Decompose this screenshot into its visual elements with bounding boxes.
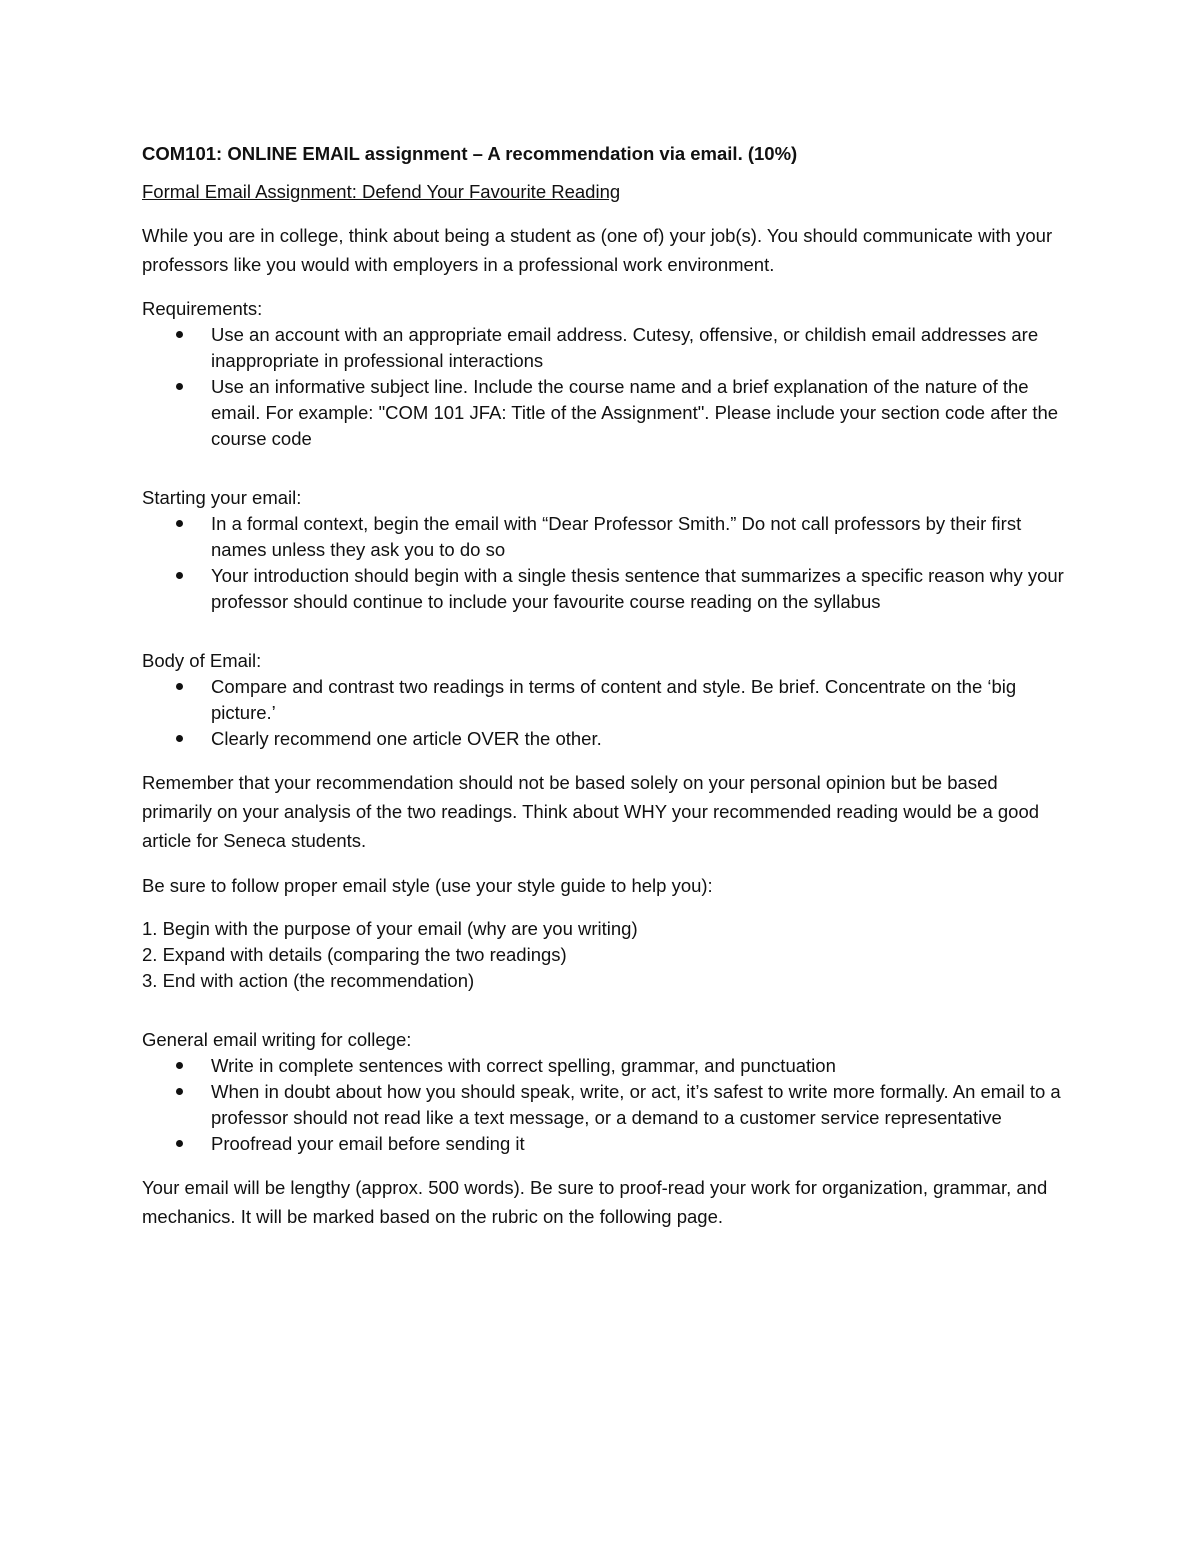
list-item (142, 322, 1072, 374)
bullet-icon (176, 683, 183, 690)
list-item-text: Write in complete sentences with correct spelling, grammar, and punctuation (211, 1055, 836, 1076)
assignment-title: COM101: ONLINE EMAIL assignment – A recommendation via email. (10%) (142, 143, 798, 164)
bullet-icon (176, 520, 183, 527)
body-section (142, 647, 1072, 752)
list-item (142, 1079, 1072, 1131)
requirements-heading: Requirements: (142, 298, 263, 319)
list-item (142, 563, 1072, 615)
style-intro: Be sure to follow proper email style (use your style guide to help you): (142, 875, 713, 896)
intro-paragraph: While you are in college, think about being a student as (one of) your job(s). You should communicate with your professors like you would with employers in a professional work environment. (142, 225, 1053, 275)
general-section (142, 1026, 1072, 1157)
list-item-text: When in doubt about how you should speak, write, or act, it’s safest to write more formally. An email to a professor should not read like a text message, or a demand to a customer service representative (211, 1081, 1061, 1128)
list-item-text: Compare and contrast two readings in terms of content and style. Be brief. Concentrate on the ‘big picture.’ (211, 676, 1017, 723)
list-item-text: Clearly recommend one article OVER the other. (211, 728, 602, 749)
list-item-text: Use an informative subject line. Include the course name and a brief explanation of the nature of the email. For example: "COM 101 JFA: Title of the Assignment". Please include your section code after the course code (211, 376, 1059, 449)
list-item (142, 1131, 1072, 1157)
bullet-icon (176, 1062, 183, 1069)
step-item: 3. End with action (the recommendation) (142, 970, 475, 991)
bullet-icon (176, 1140, 183, 1147)
remember-paragraph: Remember that your recommendation should not be based solely on your personal opinion but be based primarily on your analysis of the two readings. Think about WHY your recommended reading would be a good article for Seneca students. (142, 772, 1040, 851)
step-item: 1. Begin with the purpose of your email (why are you writing) (142, 918, 638, 939)
list-item (142, 374, 1072, 452)
bullet-icon (176, 383, 183, 390)
bullet-icon (176, 1088, 183, 1095)
bullet-icon (176, 735, 183, 742)
closing-paragraph: Your email will be lengthy (approx. 500 words). Be sure to proof-read your work for organization, grammar, and mechanics. It will be marked based on the rubric on the following page. (142, 1177, 1048, 1227)
starting-list (142, 511, 1072, 615)
steps-list (142, 916, 1072, 994)
body-list (142, 674, 1072, 752)
list-item-text: In a formal context, begin the email with “Dear Professor Smith.” Do not call professors by their first names unless they ask you to do so (211, 513, 1022, 560)
bullet-icon (176, 331, 183, 338)
step-item: 2. Expand with details (comparing the two readings) (142, 944, 567, 965)
bullet-icon (176, 572, 183, 579)
list-item-text: Use an account with an appropriate email address. Cutesy, offensive, or childish email addresses are inappropriate in professional interactions (211, 324, 1039, 371)
starting-heading: Starting your email: (142, 487, 302, 508)
list-item-text: Proofread your email before sending it (211, 1133, 525, 1154)
list-item (142, 674, 1072, 726)
assignment-subtitle: Formal Email Assignment: Defend Your Favourite Reading (142, 181, 621, 202)
general-heading: General email writing for college: (142, 1029, 412, 1050)
requirements-section (142, 295, 1072, 468)
requirements-list (142, 322, 1072, 452)
document-page (142, 140, 1072, 1247)
list-item (142, 1053, 1072, 1079)
body-heading: Body of Email: (142, 650, 262, 671)
list-item (142, 726, 1072, 752)
list-item-text: Your introduction should begin with a single thesis sentence that summarizes a specific reason why your professor should continue to include your favourite course reading on the syllabus (211, 565, 1064, 612)
general-list (142, 1053, 1072, 1157)
list-item (142, 511, 1072, 563)
starting-section (142, 484, 1072, 631)
